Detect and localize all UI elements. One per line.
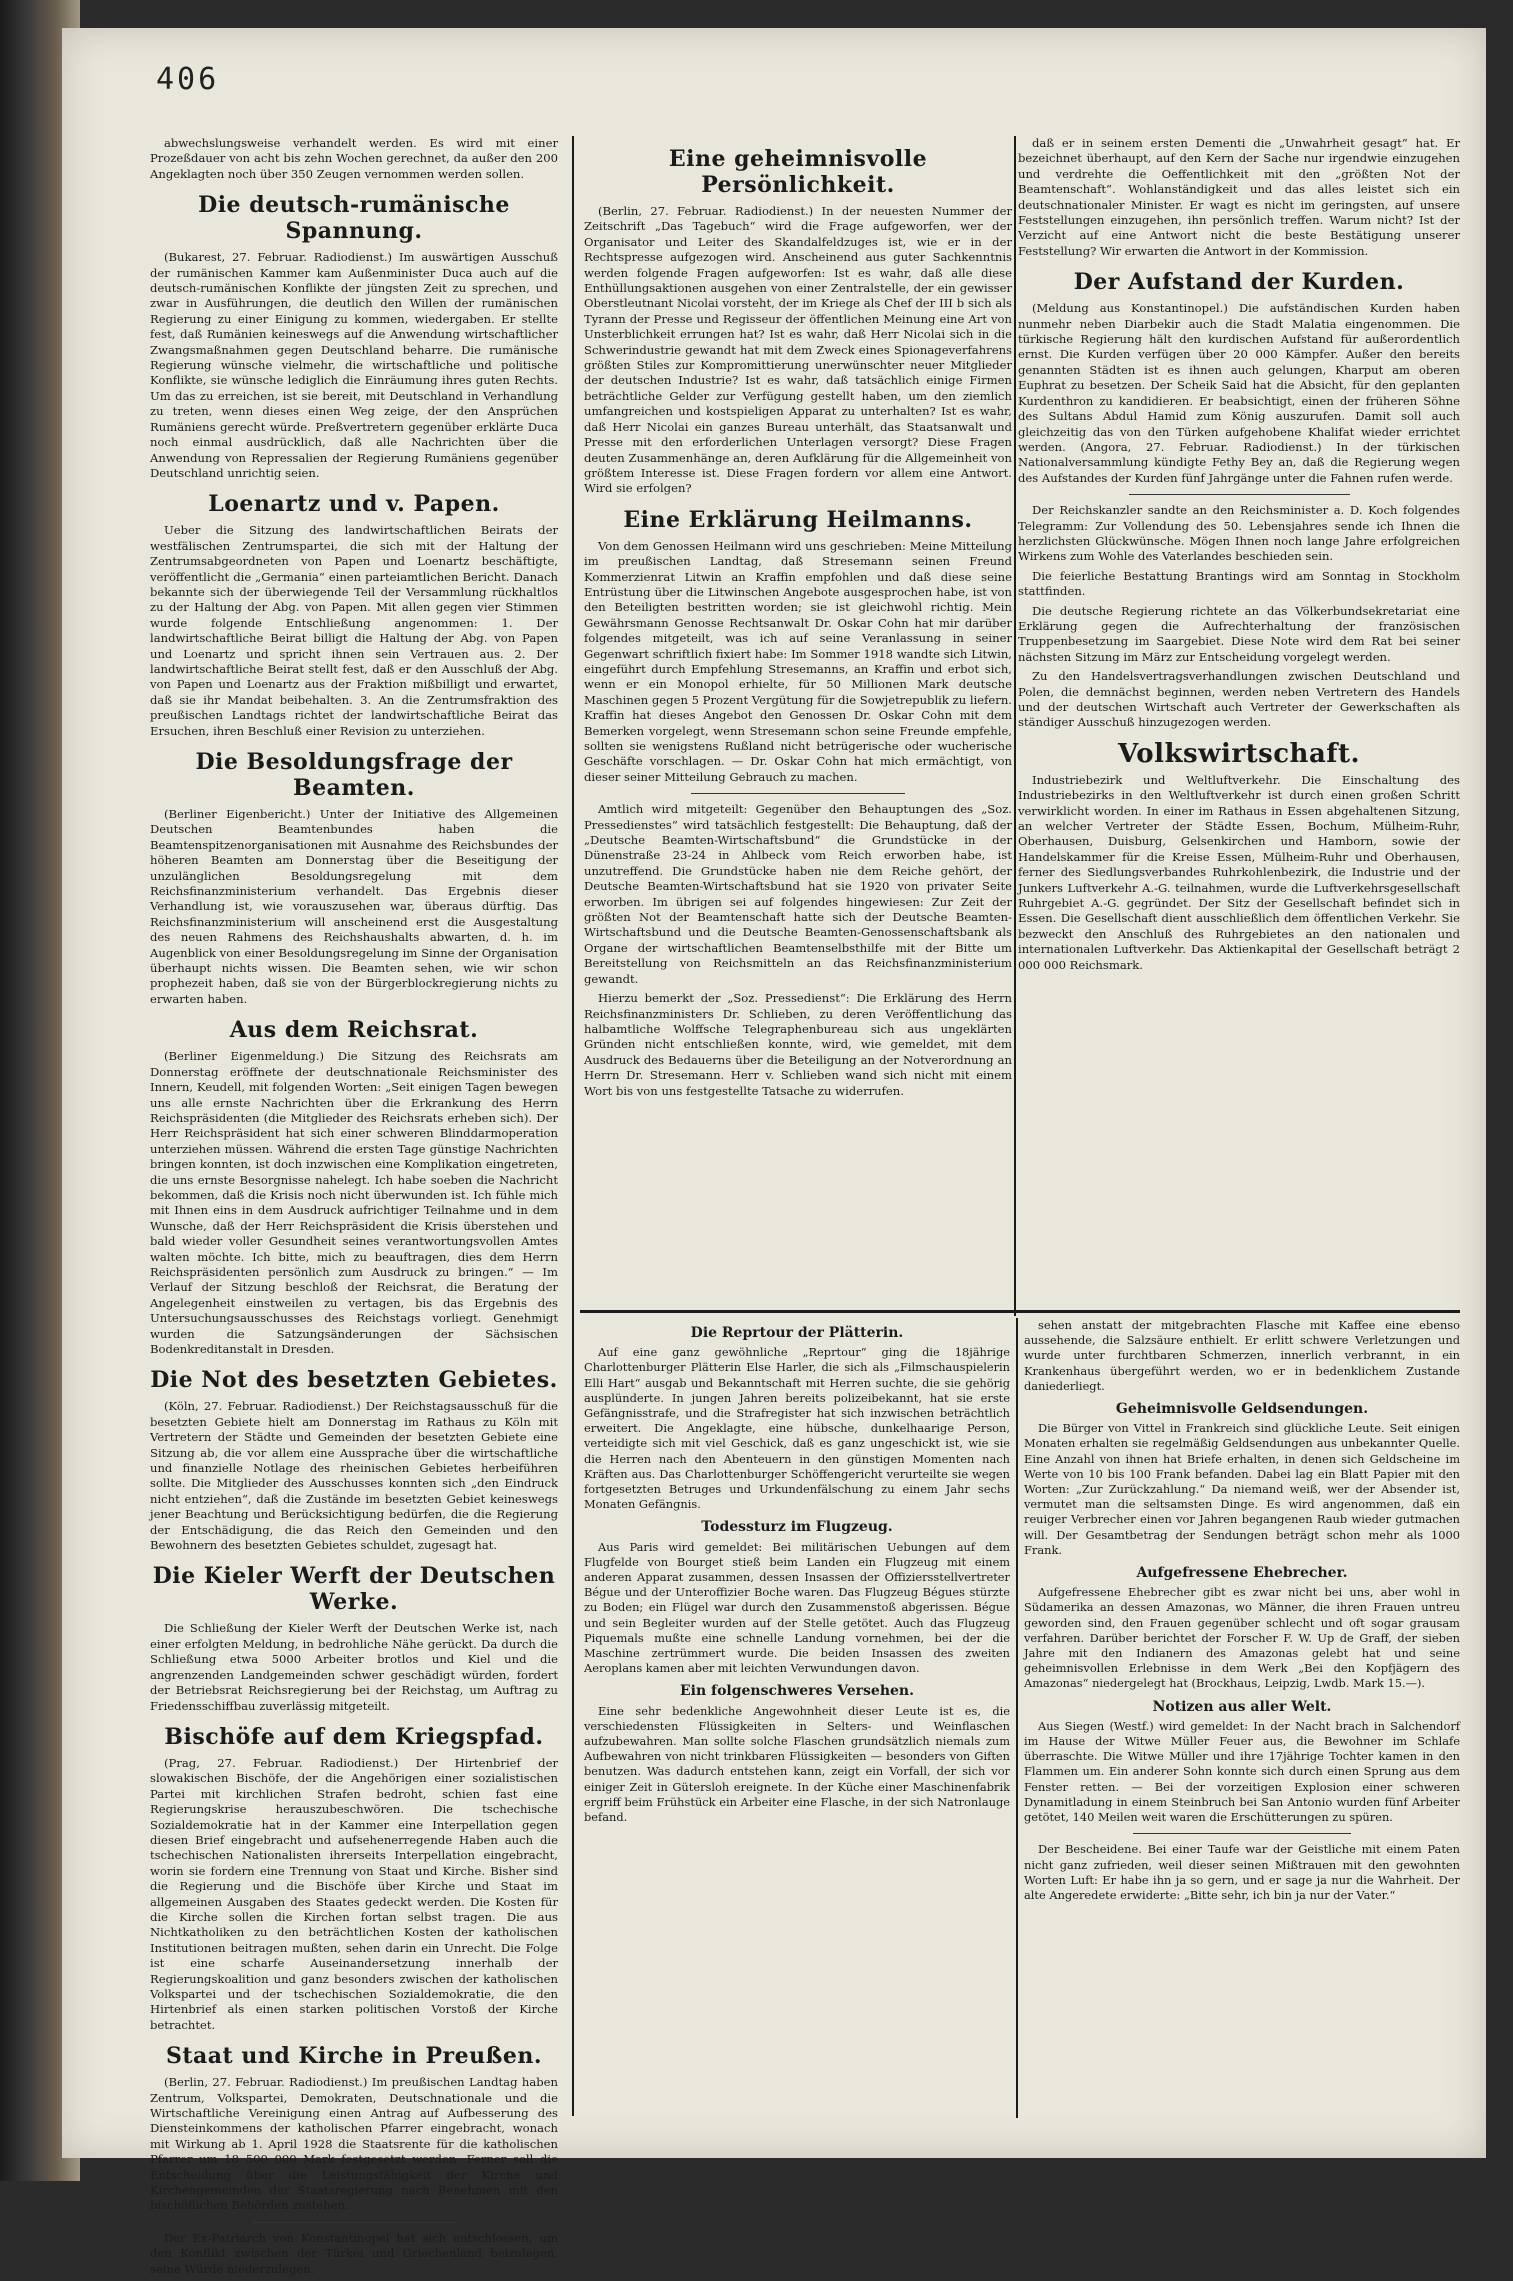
article bbox=[150, 1724, 558, 2033]
article bbox=[150, 192, 558, 481]
article bbox=[150, 1367, 558, 1553]
article bbox=[584, 507, 1012, 786]
article-headline: Notizen aus aller Welt. bbox=[1152, 1698, 1332, 1715]
divider bbox=[691, 793, 905, 794]
article-body: Ueber die Sitzung des landwirtschaftlichen Beirats der westfälischen Zentrumspartei, die sich mit der Haltung der Zentrumsabgeordneten von Papen und Loenartz beschäftigte, veröffentlicht die „Germania“ einen parteiamtlichen Bericht. Danach bekannte sich der überwiegende Teil der Versammlung rückhaltlos zu der Haltung der Abg. von Papen. Mit allen gegen vier Stimmen wurde folgende Entschließung angenommen: 1. Der landwirtschaftliche Beirat billigt die Haltung der Abg. von Papen und Loenartz und spricht ihnen sein Vertrauen aus. 2. Der landwirtschaftliche Beirat stellt fest, daß er den Ausschluß der Abg. von Papen und Loenartz aus der Fraktion mißbilligt und erwartet, daß sie ihr Mandat beibehalten. 3. An die Zentrumsfraktion des preußischen Landtags richtet der landwirtschaftliche Beirat das Ersuchen, ihren Beschluß einer Revision zu unterziehen. bbox=[150, 523, 558, 738]
article-headline: Die Besoldungsfrage der Beamten. bbox=[195, 749, 513, 801]
article-body: Die Bürger von Vittel in Frankreich sind glückliche Leute. Seit einigen Monaten erhalten sie regelmäßig Geldsendungen aus unbekannter Quelle. Eine Anzahl von ihnen hat Briefe erhalten, in denen sich Geldscheine im Werte von 10 bis 100 Frank befanden. Dabei lag ein Blatt Papier mit den Worten: „Zur Zurückzahlung.“ Da niemand weiß, wer der Absender ist, vermutet man die seltsamsten Dinge. Es wird angenommen, daß ein reuiger Verbrecher einen vor Jahren begangenen Raub wieder gutmachen will. Der Gesamtbetrag der Sendungen beträgt schon mehr als 1000 Frank. bbox=[1024, 1421, 1460, 1557]
article-headline: Die deutsch-rumänische Spannung. bbox=[198, 192, 510, 245]
article-headline: Aus dem Reichsrat. bbox=[229, 1017, 479, 1044]
page-number: 406 bbox=[156, 62, 220, 97]
closing-anecdote: Der Bescheidene. Bei einer Taufe war der Geistliche mit einem Paten nicht ganz zufrieden, weil dieser seinen Mißtrauen mit den gewohnten Worten Luft: Er habe ihn ja so gern, und er sage ja nur die Wahrheit. Der alte Angeredete erwiderte: „Bitte sehr, ich bin ja nur der Vater.“ bbox=[1024, 1842, 1460, 1902]
article-headline: Ein folgenschweres Versehen. bbox=[680, 1683, 914, 1700]
notice: Die feierliche Bestattung Brantings wird am Sonntag in Stockholm stattfinden. bbox=[1018, 568, 1460, 599]
article bbox=[1024, 1566, 1460, 1692]
article bbox=[150, 491, 558, 739]
article bbox=[150, 1017, 558, 1357]
article-body: (Berliner Eigenbericht.) Unter der Initiative des Allgemeinen Deutschen Beamtenbundes haben die Beamtenspitzenorganisationen mit Ausnahme des Reichsbundes der höheren Beamten am Donnerstag über die Beseitigung der unzulänglichen Besoldungsregelung mit dem Reichsfinanzministerium verhandelt. Das Ergebnis dieser Verhandlung ist, wie vorauszusehen war, überaus dürftig. Das Reichsfinanzministerium will anscheinend erst die Ausgestaltung des neuen Rahmens des Reichshaushalts abwarten, d. h. im Augenblick von einer Besoldungsregelung im Sinne der Organisation überhaupt nichts wissen. Die Beamten sehen, wie wir schon prophezeit haben, daß sie von der Bürgerblockregierung nichts zu erwarten haben. bbox=[150, 807, 558, 1006]
article-body: Auf eine ganz gewöhnliche „Reprtour“ ging die 18jährige Charlottenburger Plätterin Else Harler, die sich als „Filmschauspielerin Elli Hart“ ausgab und Bekanntschaft mit Herren suchte, die sie gehörig ausplünderte. In jungen Jahren bereits polizeibekannt, hat sie erste Gefängnisstrafe, und die Strafregister hat sich inzwischen beträchtlich erweitert. Die Angeklagte, eine hübsche, dunkelhaarige Person, verteidigte sich mit viel Geschick, daß es ganz ungeschickt ist, wie sie die Herren nach den Abenteuern in den günstigen Momenten nach Kräften aus. Das Charlottenburger Schöffengericht verurteilte sie wegen fortgesetzten Betruges und Urkundenfälschung zu einem Jahr sechs Monaten Gefängnis. bbox=[584, 1345, 1010, 1512]
notice: Die deutsche Regierung richtete an das Völkerbundsekretariat eine Erklärung gegen die Aufrechterhaltung der französischen Truppenbesetzung im Saargebiet. Diese Note wird dem Rat bei seiner nächsten Sitzung im März zur Entscheidung vorgelegt werden. bbox=[1018, 603, 1460, 664]
article-body: (Prag, 27. Februar. Radiodienst.) Der Hirtenbrief der slowakischen Bischöfe, der die Angehörigen einer sozialistischen Partei mit kirchlichen Strafen bedroht, schien fast eine Regierungskrise herauszubeschwören. Die tschechische Sozialdemokratie hat in der Kammer eine Interpellation gegen diesen Brief eingebracht und aufsehenerregende Haben auch die tschechischen Nationalisten ihrerseits Interpellation eingebracht, worin sie fordern eine Trennung von Staat und Kirche. Bisher sind die Regierung und die Bischöfe über Kirche und Staat im allgemeinen Ausgaben des Staates gedeckt werden. Die Kosten für die Kirche sollen die Kirchen fortan selbst tragen. Die aus Nichtkatholiken zu den beträchtlichen Kosten der katholischen Institutionen beitragen mußten, sehen darin ein Unrecht. Die Folge ist eine scharfe Auseinandersetzung innerhalb der Regierungskoalition und ganz besonders zwischen der katholischen Volkspartei und der tschechischen Sozialdemokratie, die den Hirtenbrief als einen starken politischen Vorstoß der Kirche betrachtet. bbox=[150, 1755, 558, 2032]
section-title: Volkswirtschaft. bbox=[1117, 738, 1361, 769]
economy-article: Industriebezirk und Weltluftverkehr. Die Einschaltung des Industriebezirks in den Weltluftverkehr ist durch einen großen Schritt verwirklicht worden. In einer im Rathaus in Essen abgehaltenen Sitzung, an welcher Vertreter der Städte Essen, Bochum, Mülheim-Ruhr, Oberhausen, Duisburg, Gelsenkirchen und Hamborn, sowie der Handelskammer für die Kreise Essen, Mülheim-Ruhr und Oberhausen, ferner des Siedlungsverbandes Ruhrkohlenbezirk, die Industrie und der Junkers Luftverkehr A.-G. teilnahmen, wurde die Luftverkehrsgesellschaft Ruhrgebiet A.-G. gegründet. Der Sitz der Gesellschaft befindet sich in Essen. Die Gesellschaft dient ausschließlich dem öffentlichen Verkehr. Sie bezweckt den Anschluß des Ruhrgebietes an den nationalen und internationalen Luftverkehr. Das Aktienkapital der Gesellschaft beträgt 2 000 000 Reichsmark. bbox=[1018, 772, 1460, 972]
article bbox=[584, 1520, 1010, 1676]
article-headline: Die Not des besetzten Gebietes. bbox=[150, 1367, 558, 1394]
notice: Der Reichskanzler sandte an den Reichsminister a. D. Koch folgendes Telegramm: Zur Vollendung des 50. Lebensjahres sende ich Ihnen die herzlichsten Glückwünsche. Mögen Ihnen noch lange Jahre erfolgreichen Wirkens zum Wohle des Vaterlandes beschieden sein. bbox=[1018, 503, 1460, 564]
article bbox=[150, 1563, 558, 1713]
press-remark: Hierzu bemerkt der „Soz. Pressedienst“: Die Erklärung des Herrn Reichsfinanzministers Dr. Schlieben, zu deren Veröffentlichung das halbamtliche Wolffsche Telegraphenbureau sich aus ungeklärten Gründen nicht entschließen konnte, wird, wie gemeldet, mit dem Ausdruck des Bedauerns über die Beteiligung an der Notverordnung an Herrn Dr. Stresemann. Herr v. Schlieben wand sich nicht mit einem Wort bis von uns festgestellte Tatsache zu widerrufen. bbox=[584, 991, 1012, 1098]
section-rule bbox=[580, 1310, 1460, 1313]
article-headline: Todessturz im Flugzeug. bbox=[701, 1519, 893, 1536]
article-headline: Der Aufstand der Kurden. bbox=[1073, 269, 1405, 296]
continued-text: sehen anstatt der mitgebrachten Flasche mit Kaffee eine ebenso aussehende, die Salzsäure enthielt. Er erlitt schwere Verletzungen und wurde unter furchtbaren Schmerzen, innerlich verbrannt, in ein Krankenhaus übergeführt werden, wo er in bedenklichem Zustande daniederliegt. bbox=[1024, 1318, 1460, 1393]
article-headline: Geheimnisvolle Geldsendungen. bbox=[1115, 1401, 1369, 1418]
divider bbox=[1133, 1833, 1351, 1834]
notice: Zu den Handelsvertragsverhandlungen zwischen Deutschland und Polen, die demnächst beginnen, werden neben Vertretern des Handels und der deutschen Wirtschaft auch Vertreter der Gewerkschaften als ständiger Ausschuß hinzugezogen werden. bbox=[1018, 669, 1460, 730]
column-1-intro: abwechslungsweise verhandelt werden. Es wird mit einer Prozeßdauer von acht bis zehn Wochen gerechnet, da außer den 200 Angeklagten noch über 350 Zeugen vernommen werden sollen. bbox=[150, 136, 558, 181]
article-headline: Staat und Kirche in Preußen. bbox=[165, 2043, 543, 2070]
article-body: Aus Paris wird gemeldet: Bei militärischen Uebungen auf dem Flugfelde von Bourget stieß beim Landen ein Flugzeug mit einem anderen Apparat zusammen, dessen Insassen der Offiziersstellvertreter Bégue und der Unteroffizier Boche waren. Das Flugzeug Bégues stürzte zu Boden; ein Flügel war durch den Zusammenstoß abgerissen. Bégue und sein Begleiter wurden auf der Stelle getötet. Auch das Flugzeug Piquemals mußte eine schnelle Landung vornehmen, bei der die Maschine zertrümmert wurde. Die beiden Insassen des zweiten Aeroplans kamen aber mit leichten Verwundungen davon. bbox=[584, 1539, 1010, 1676]
article-body: Von dem Genossen Heilmann wird uns geschrieben: Meine Mitteilung im preußischen Landtag, daß Stresemann seinen Freund Kommerzienrat Litwin an Kraffin empfohlen und daß diese seine Entrüstung über die Litwinschen Angebote ausgesprochen habe, ist von den Beteiligten bestritten worden; sie ist gleichwohl richtig. Mein Gewährsmann Genosse Rechtsanwalt Dr. Oskar Cohn hat mir darüber folgendes mitgeteilt, was ich auf seine Veranlassung in seiner Gegenwart schriftlich fixiert habe: Im Sommer 1918 wandte sich Litwin, eingeführt durch Empfehlung Stresemanns, an Kraffin und erbot sich, wenn er ein Monopol erhielte, für 50 Millionen Mark deutsche Maschinen gegen 5 Prozent Vergütung für die Sowjetrepublik zu liefern. Kraffin hat dieses Angebot den Genossen Dr. Oskar Cohn mit dem Bemerken vorgelegt, wenn Stresemann schon seine Freunde empfehle, sollten sie wenigstens Rußland nicht betrügerische oder wucherische Geschäfte vorschlagen. — Dr. Oskar Cohn hat mich ermächtigt, von dieser seiner Mitteilung Gebrauch zu machen. bbox=[584, 538, 1012, 784]
column-1 bbox=[150, 136, 558, 2281]
article-body: (Berlin, 27. Februar. Radiodienst.) Im preußischen Landtag haben Zentrum, Volkspartei, Demokraten, Deutschnationale und die Wirtschaftliche Vereinigung einen Antrag auf Aufbesserung des Diensteinkommens der katholischen Pfarrer eingebracht, wonach mit Wirkung ab 1. April 1928 die Staatsrente für die katholischen Pfarrer um 18 500 000 Mark festgesetzt werden. Ferner soll die Entscheidung über die Leistungsfähigkeit der Kirche und Kirchengemeinden der Staatsregierung nach Benehmen mit den bischöflichen Behörden zustehen. bbox=[150, 2075, 558, 2213]
divider bbox=[1129, 494, 1350, 495]
official-notice: Amtlich wird mitgeteilt: Gegenüber den Behauptungen des „Soz. Pressedienstes“ wird tatsächlich festgestellt: Die Behauptung, daß der „Deutsche Beamten-Wirtschaftsbund“ die Grundstücke in der Dünenstraße 23-24 in Ahlbeck vom Reich erworben habe, ist unzutreffend. Die Grundstücke haben nie dem Reiche gehört, der Deutsche Beamten-Wirtschaftsbund hat sie 1920 von privater Seite erworben. Im übrigen sei auf folgendes hingewiesen: Zur Zeit der größten Not der Beamtenschaft hatte sich der Deutsche Beamten-Wirtschaftsbund und die Deutsche Beamten-Genossenschaftsbank als Organe der wirtschaftlichen Beamtenselbsthilfe mit der Bitte um Bereitstellung von Reichsmitteln an das Reichsfinanzministerium gewandt. bbox=[584, 802, 1012, 986]
article-headline: Eine Erklärung Heilmanns. bbox=[623, 506, 973, 533]
column-3 bbox=[1018, 136, 1460, 977]
article-headline: Loenartz und v. Papen. bbox=[208, 491, 500, 518]
article-headline: Eine geheimnisvolle Persönlichkeit. bbox=[668, 146, 928, 198]
article bbox=[1018, 269, 1460, 486]
column-rule-3 bbox=[1016, 1318, 1018, 2118]
article bbox=[1024, 1700, 1460, 1826]
column-rule-2 bbox=[1014, 136, 1016, 1316]
divider bbox=[252, 2222, 456, 2223]
column-2 bbox=[584, 136, 1012, 1103]
article-headline: Bischöfe auf dem Kriegspfad. bbox=[164, 1723, 544, 1750]
article-body: (Berlin, 27. Februar. Radiodienst.) In der neuesten Nummer der Zeitschrift „Das Tagebuch“ wird die Frage aufgeworfen, wer der Organisator und Leiter des Skandalfeldzuges ist, wie er in der Rechtspresse aufgezogen wird. Anscheinend aus guter Sachkenntnis werden folgende Fragen aufgeworfen: Ist es wahr, daß alle diese Enthüllungsaktionen ausgehen von einer Zentralstelle, der ein gewisser Oberstleutnant Nicolai vorsteht, der im Kriege als Chef der III b sich als Tyrann der Presse und Regisseur der öffentlichen Meinung eine Art von Unsterblichkeit errungen hat? Ist es wahr, daß Herr Nicolai sich in die Schwerindustrie gewandt hat mit dem Zweck eines Spionageverfahrens größten Stiles zur Kompromittierung unerwünschter neuer Mitglieder der deutschen Industrie? Ist es wahr, daß tatsächlich einige Firmen beträchtliche Gelder zur Verfügung gestellt haben, um den ziemlich umfangreichen und kostspieligen Apparat zu unterhalten? Ist es wahr, daß Herr Nicolai ein ganzes Bureau unterhält, das Staatsanwalt und Presse mit den erforderlichen Unterlagen versorgt? Diese Fragen deuten Zusammenhänge an, deren Aufklärung für die Allgemeinheit von größtem Interesse ist. Diese Fragen fordern vor allem eine Antwort. Wird sie erfolgen? bbox=[584, 204, 1012, 496]
article-headline: Die Reprtour der Plätterin. bbox=[690, 1325, 904, 1341]
article bbox=[1024, 1402, 1460, 1558]
lower-column-1 bbox=[584, 1318, 1010, 1829]
article bbox=[584, 1326, 1010, 1512]
article-body: Aufgefressene Ehebrecher gibt es zwar nicht bei uns, aber wohl in Südamerika an dessen Amazonas, wo Männer, die ihren Frauen untreu geworden sind, den Frauen gegenüber schlecht und oft sogar grausam verfahren. Darüber berichtet der Forscher F. W. Up de Graff, der sieben Jahre mit den Indianern des Amazonas gelebt hat und seine geheimnisvollen Erlebnisse in dem Werk „Bei den Kopfjägern des Amazonas“ niedergelegt hat (Brockhaus, Leipzig, Lwdb. Mark 15.—). bbox=[1024, 1585, 1460, 1691]
article-body: Eine sehr bedenkliche Angewohnheit dieser Leute ist es, die verschiedensten Flüssigkeiten in Selters- und Weinflaschen aufzubewahren. Man sollte solche Flaschen grundsätzlich niemals zum Aufbewahren von nicht trinkbaren Flüssigkeiten — besonders von Giften benutzen. Was dadurch entstehen kann, zeigt ein Vorfall, der sich vor einiger Zeit in Gütersloh ereignete. In der Küche einer Maschinenfabrik ergriff beim Frühstück ein Arbeiter eine Flasche, in der sich Natronlauge befand. bbox=[584, 1703, 1010, 1825]
article-body: Die Schließung der Kieler Werft der Deutschen Werke ist, nach einer erfolgten Meldung, in bedrohliche Nähe gerückt. Da durch die Schließung etwa 5000 Arbeiter brotlos und Kiel und die angrenzenden Landgemeinden schwer geschädigt würden, fordert der Betriebsrat Reichsregierung bei der Reichstag, um Auftrag zu Friedensschiffbau zuverlässig mitgeteilt. bbox=[150, 1621, 558, 1713]
article-headline: Die Kieler Werft der Deutschen Werke. bbox=[152, 1563, 556, 1616]
article bbox=[584, 146, 1012, 497]
article-body: (Berliner Eigenmeldung.) Die Sitzung des Reichsrats am Donnerstag eröffnete der deutschnationale Reichsminister des Innern, Keudell, mit folgenden Worten: „Seit einigen Tagen bewegen uns alle ernste Nachrichten über die Erkrankung des Herrn Reichspräsidenten (die Mitglieder des Reichsrats erheben sich). Der Herr Reichspräsident hat sich einer schweren Blinddarmoperation unterziehen müssen. Während die ersten Tage günstige Nachrichten bringen konnten, ist doch inzwischen eine Komplikation eingetreten, die uns ernste Besorgnisse nahelegt. Ich habe soeben die Nachricht bekommen, daß die Krisis noch nicht überwunden ist. Ich fühle mich mit Ihnen eins in dem Ausdruck aufrichtiger Teilnahme und in dem Wunsche, daß der Herr Reichspräsident die Krisis überstehen und bald wieder voller Gesundheit seines verantwortungsvollen Amtes walten möchte. Ich bitte, mich zu beauftragen, dies dem Herrn Reichspräsidenten persönlich zum Ausdruck zu bringen.“ — Im Verlauf der Sitzung beschloß der Reichsrat, die Beratung der Angelegenheit einstweilen zu vertagen, bis das Ergebnis des Untersuchungsausschusses des Reichstags vorliegt. Genehmigt wurden die Satzungsänderungen der Sächsischen Bodenkreditanstalt in Dresden. bbox=[150, 1049, 558, 1356]
article-headline: Aufgefressene Ehebrecher. bbox=[1136, 1565, 1348, 1582]
column-rule-1 bbox=[572, 136, 574, 2116]
article bbox=[150, 2043, 558, 2214]
footnote: Der Ex-Patriarch von Konstantinopel hat sich entschlossen, um den Konflikt zwischen der Türkei und Griechenland beizulegen, seine Würde niederzulegen. bbox=[150, 2230, 558, 2276]
article bbox=[150, 749, 558, 1007]
article bbox=[584, 1684, 1010, 1825]
lower-column-2 bbox=[1024, 1318, 1460, 1907]
article-body: (Köln, 27. Februar. Radiodienst.) Der Reichstagsausschuß für die besetzten Gebiete hielt am Donnerstag im Rathaus zu Köln mit Vertretern der Städte und Gemeinden der besetzten Gebiete eine Sitzung ab, die vor allem eine Aussprache über die wirtschaftliche und finanzielle Notlage des rheinischen Gebietes herbeiführen sollte. Die Mitglieder des Ausschusses konnten sich „den Eindruck nicht entziehen“, daß die Zustände im besetzten Gebiet keineswegs jener Beachtung und Berücksichtigung bedürfen, die die Regierung der Entschädigung, die das Reich den Gemeinden und den Bewohnern des besetzten Gebietes schuldet, zugesagt hat. bbox=[150, 1399, 558, 1553]
article-body: (Meldung aus Konstantinopel.) Die aufständischen Kurden haben nunmehr neben Diarbekir auch die Stadt Malatia eingenommen. Die türkische Regierung hält den kurdischen Aufstand für außerordentlich ernst. Die Kurden verfügen über 20 000 Kämpfer. Außer den bereits genannten Städten ist es ihnen auch gelungen, Kharput am oberen Euphrat zu besetzen. Der Scheik Said hat die Absicht, für den geplanten Kurdenthron zu kandidieren. Er beabsichtigt, einen der früheren Söhne des Sultans Abdul Hamid zum König auszurufen. Damit soll auch gleichzeitig das von den Türken aufgehobene Khalifat wieder errichtet werden. (Angora, 27. Februar. Radiodienst.) In der türkischen Nationalversammlung kündigte Fethy Bey an, daß die Regierung wegen des Aufstandes der Kurden fünf Jahrgänge unter die Fahnen rufen werde. bbox=[1018, 301, 1460, 485]
article-body: (Bukarest, 27. Februar. Radiodienst.) Im auswärtigen Ausschuß der rumänischen Kammer kam Außenminister Duca auch auf die deutsch-rumänischen Konflikte der jüngsten Zeit zu sprechen, und zwar in Ausführungen, die deutlich den Willen der rumänischen Regierung zu einer Einigung zu kommen, wiedergaben. Er stellte fest, daß Rumänien keineswegs auf die Anwendung wirtschaftlicher Zwangsmaßnahmen gegen Deutschland beharre. Die rumänische Regierung wünsche vielmehr, die wirtschaftliche und politische Konflikte, sie wünsche lediglich die Einräumung ihres guten Rechts. Um das zu erreichen, ist sie bereit, mit Deutschland in Verhandlung zu treten, wenn dieses einen Weg zeige, der den Ansprüchen Rumäniens gerecht würde. Preßvertretern gegenüber erklärte Duca noch einmal ausdrücklich, daß alle Nachrichten über die Anwendung von Repressalien der Regierung Rumäniens gegenüber Deutschland unrichtig seien. bbox=[150, 250, 558, 480]
article-body: Aus Siegen (Westf.) wird gemeldet: In der Nacht brach in Salchendorf im Hause der Witwe Müller Feuer aus, die Bewohner im Schlafe überraschte. Die Witwe Müller und ihre 17jährige Tochter kamen in den Flammen um. Ein anderer Sohn konnte sich durch einen Sprung aus dem Fenster retten. — Bei der vorzeitigen Explosion einer schweren Dynamitladung in einem Steinbruch bei San Antonio wurden fünf Arbeiter getötet, 140 Meilen weit waren die Erschütterungen zu spüren. bbox=[1024, 1718, 1460, 1825]
column-3-intro: daß er in seinem ersten Dementi die „Unwahrheit gesagt“ hat. Er bezeichnet überhaupt, auf den Kern der Sache nur irgendwie einzugehen und verdrehte die Oeffentlichkeit mit den „größten Not der Beamtenschaft“. Wohlanständigkeit und das alles leistet sich ein deutschnationaler Minister. Er wagt es nicht im geringsten, auf unsere Feststellungen einzugehen, ihn persönlich treffen. Warum nicht? Ist der Verzicht auf eine Antwort nicht die beste Bestätigung unserer Feststellung? Wir erwarten die Antwort in der Kommission. bbox=[1018, 136, 1460, 258]
